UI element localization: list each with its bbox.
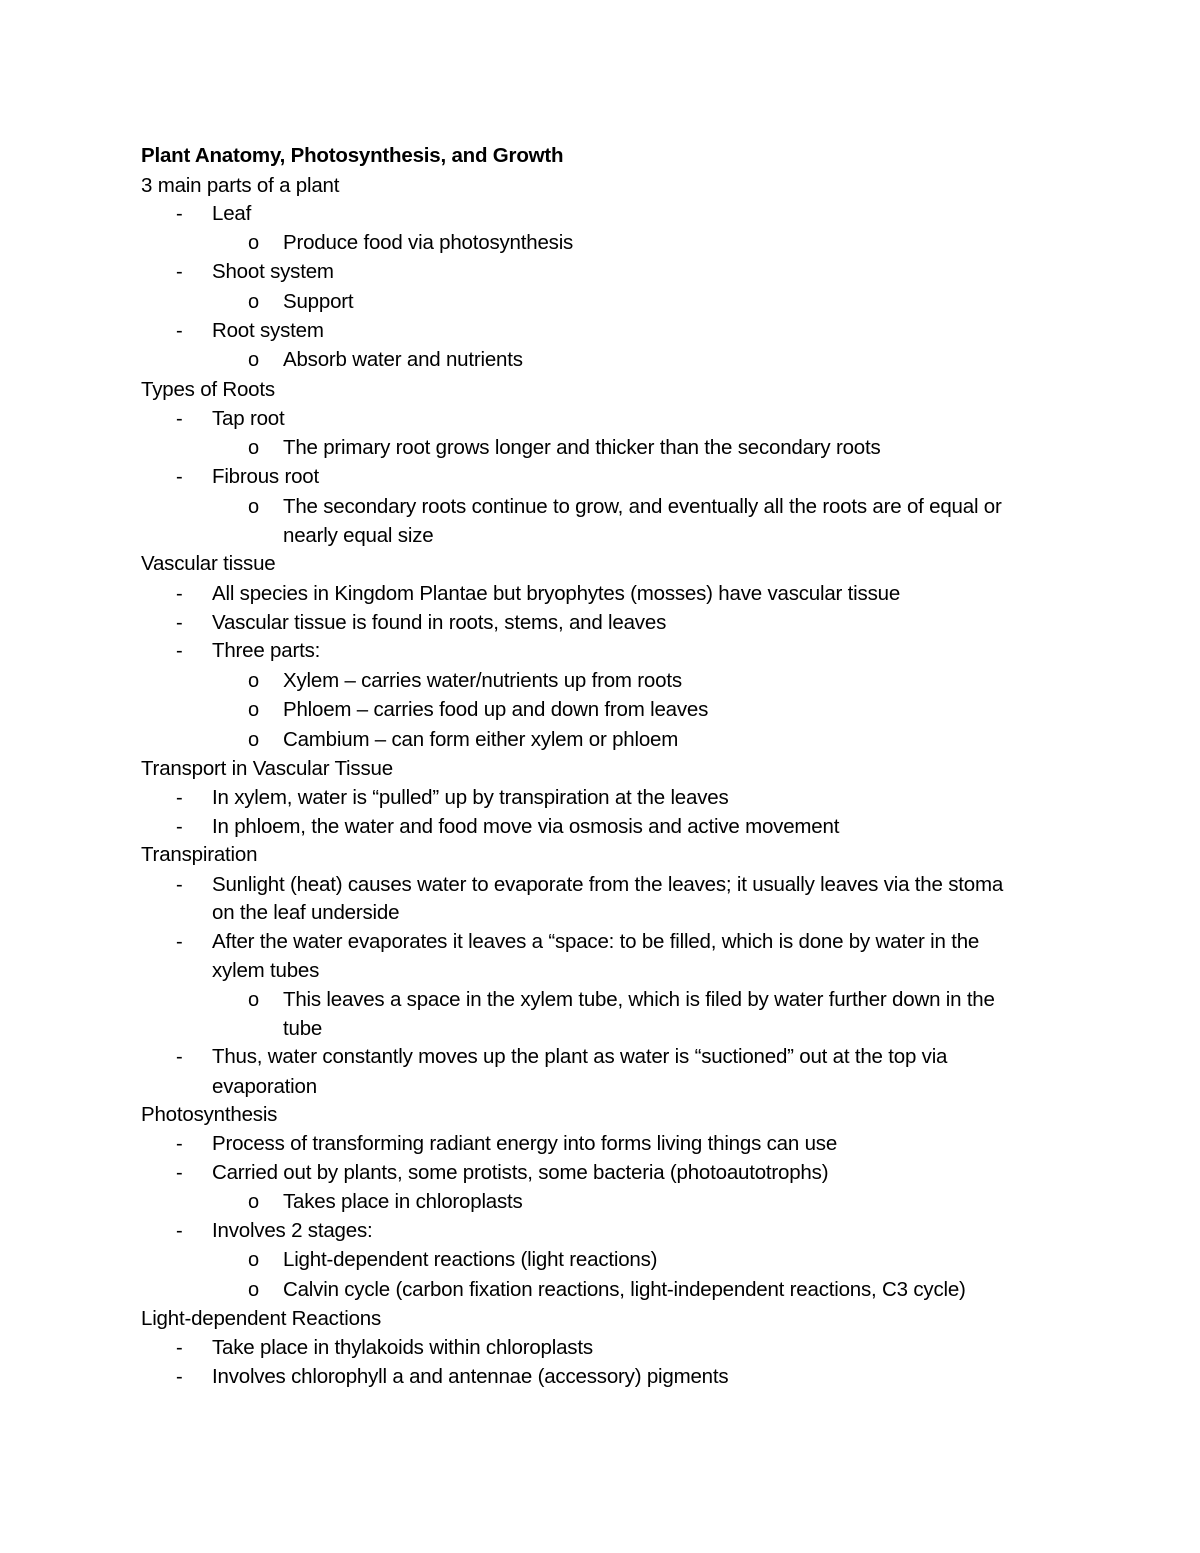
list-item-continuation: xylem tubes xyxy=(212,959,320,982)
section-heading: Transpiration xyxy=(141,843,258,866)
bullet-circle: o xyxy=(248,699,260,721)
bullet-circle: o xyxy=(248,1249,260,1271)
bullet-dash: - xyxy=(176,874,183,896)
bullet-dash: - xyxy=(176,1337,183,1359)
list-item: Process of transforming radiant energy into forms living things can use xyxy=(212,1132,838,1155)
bullet-dash: - xyxy=(176,203,183,225)
bullet-dash: - xyxy=(176,1366,183,1388)
list-item: After the water evaporates it leaves a “space: to be filled, which is done by water in the xyxy=(212,930,980,953)
bullet-dash: - xyxy=(176,408,183,430)
list-item: Tap root xyxy=(212,407,285,430)
sub-list-item: Absorb water and nutrients xyxy=(283,348,523,371)
bullet-dash: - xyxy=(176,261,183,283)
list-item: Leaf xyxy=(212,202,252,225)
list-item: Sunlight (heat) causes water to evaporate from the leaves; it usually leaves via the stoma xyxy=(212,873,1004,896)
bullet-circle: o xyxy=(248,1191,260,1213)
bullet-dash: - xyxy=(176,931,183,953)
bullet-dash: - xyxy=(176,1162,183,1184)
bullet-circle: o xyxy=(248,729,260,751)
bullet-dash: - xyxy=(176,816,183,838)
bullet-dash: - xyxy=(176,640,183,662)
bullet-dash: - xyxy=(176,787,183,809)
document-title: Plant Anatomy, Photosynthesis, and Growth xyxy=(141,144,564,167)
bullet-circle: o xyxy=(248,291,260,313)
sub-list-item: The secondary roots continue to grow, and eventually all the roots are of equal or xyxy=(283,495,1002,518)
bullet-circle: o xyxy=(248,989,260,1011)
list-item-continuation: on the leaf underside xyxy=(212,901,400,924)
list-item: Involves 2 stages: xyxy=(212,1219,373,1242)
bullet-circle: o xyxy=(248,349,260,371)
section-heading: Photosynthesis xyxy=(141,1103,278,1126)
bullet-circle: o xyxy=(248,670,260,692)
list-item: Take place in thylakoids within chloroplasts xyxy=(212,1336,593,1359)
section-heading: Types of Roots xyxy=(141,378,275,401)
list-item-continuation: evaporation xyxy=(212,1075,317,1098)
section-heading: Light-dependent Reactions xyxy=(141,1307,382,1330)
bullet-circle: o xyxy=(248,232,260,254)
bullet-dash: - xyxy=(176,583,183,605)
sub-list-item-continuation: nearly equal size xyxy=(283,524,434,547)
bullet-dash: - xyxy=(176,320,183,342)
sub-list-item: Calvin cycle (carbon fixation reactions, light-independent reactions, C3 cycle) xyxy=(283,1278,966,1301)
sub-list-item: Phloem – carries food up and down from leaves xyxy=(283,698,709,721)
bullet-dash: - xyxy=(176,612,183,634)
sub-list-item: Xylem – carries water/nutrients up from roots xyxy=(283,669,682,692)
bullet-dash: - xyxy=(176,1046,183,1068)
section-heading: Vascular tissue xyxy=(141,552,276,575)
list-item: Vascular tissue is found in roots, stems, and leaves xyxy=(212,611,667,634)
sub-list-item: Support xyxy=(283,290,354,313)
bullet-dash: - xyxy=(176,1220,183,1242)
sub-list-item: This leaves a space in the xylem tube, which is filed by water further down in the xyxy=(283,988,995,1011)
bullet-circle: o xyxy=(248,437,260,459)
list-item: Shoot system xyxy=(212,260,334,283)
section-heading: Transport in Vascular Tissue xyxy=(141,757,393,780)
list-item: Involves chlorophyll a and antennae (accessory) pigments xyxy=(212,1365,729,1388)
sub-list-item: Takes place in chloroplasts xyxy=(283,1190,523,1213)
sub-list-item: Produce food via photosynthesis xyxy=(283,231,574,254)
list-item: Three parts: xyxy=(212,639,321,662)
list-item: Root system xyxy=(212,319,324,342)
list-item: In phloem, the water and food move via osmosis and active movement xyxy=(212,815,840,838)
sub-list-item: The primary root grows longer and thicker than the secondary roots xyxy=(283,436,881,459)
sub-list-item: Cambium – can form either xylem or phloem xyxy=(283,728,679,751)
list-item: In xylem, water is “pulled” up by transpiration at the leaves xyxy=(212,786,729,809)
bullet-dash: - xyxy=(176,466,183,488)
list-item: Fibrous root xyxy=(212,465,319,488)
sub-list-item: Light-dependent reactions (light reactions) xyxy=(283,1248,658,1271)
bullet-circle: o xyxy=(248,496,260,518)
list-item: Thus, water constantly moves up the plant as water is “suctioned” out at the top via xyxy=(212,1045,948,1068)
list-item: Carried out by plants, some protists, some bacteria (photoautotrophs) xyxy=(212,1161,829,1184)
bullet-dash: - xyxy=(176,1133,183,1155)
bullet-circle: o xyxy=(248,1279,260,1301)
list-item: All species in Kingdom Plantae but bryophytes (mosses) have vascular tissue xyxy=(212,582,901,605)
sub-list-item-continuation: tube xyxy=(283,1017,323,1040)
section-heading: 3 main parts of a plant xyxy=(141,174,340,197)
